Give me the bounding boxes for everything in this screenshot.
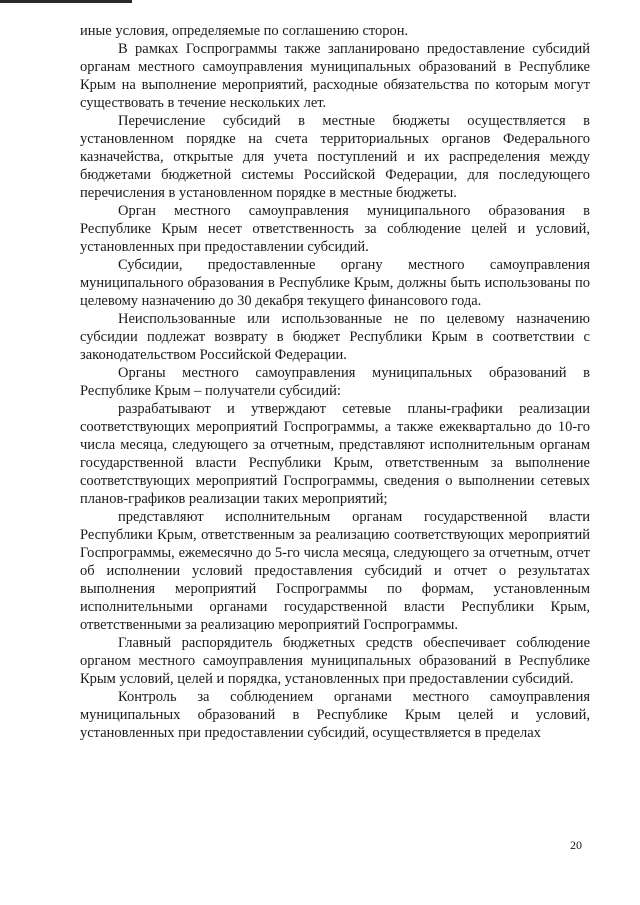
paragraph-usage-deadline: Субсидии, предоставленные органу местного самоуправления муниципального образования в Республике Крым, должны быть использованы по целевому назначению до 30 декабря текущего финансового года. xyxy=(80,257,590,309)
paragraph-chief-manager: Главный распорядитель бюджетных средств обеспечивает соблюдение органом местного самоуправления муниципальных образований в Республике Крым условий, целей и порядка, установленных при предоставлении субсидий. xyxy=(80,635,590,687)
list-item-monthly-reports: представляют исполнительным органам государственной власти Республики Крым, ответственным за реализацию соответствующих мероприятий Госпрограммы, ежемесячно до 5-го числа месяца, следующего за отчетным, отчет об исполнении условий предоставления субсидий и отчет о результатах выполнения мероприятий Госпрограммы по формам, установленным исполнительными органами государственной власти Республики Крым, ответственными за реализацию мероприятий Госпрограммы. xyxy=(80,509,590,633)
list-item-network-plans: разрабатывают и утверждают сетевые планы-графики реализации соответствующих мероприятий Госпрограммы, а также ежеквартально до 10-го числа месяца, следующего за отчетным, представляют исполнительным органам государственной власти Республики Крым, ответственным за выполнение соответствующих мероприятий Госпрограммы, сведения о выполнении сетевых планов-графиков реализации таких мероприятий; xyxy=(80,401,590,507)
page-number: 20 xyxy=(570,838,582,852)
scan-edge-mark xyxy=(0,0,132,3)
paragraph-subsidies-plan: В рамках Госпрограммы также запланировано предоставление субсидий органам местного самоуправления муниципальных образований в Республике Крым на выполнение мероприятий, расходные обязательства по которым могут существовать в течение нескольких лет. xyxy=(80,41,590,111)
paragraph-responsibility: Орган местного самоуправления муниципального образования в Республике Крым несет ответственность за соблюдение целей и условий, установленных при предоставлении субсидий. xyxy=(80,203,590,255)
document-body xyxy=(80,22,590,742)
paragraph-recipients-intro: Органы местного самоуправления муниципальных образований в Республике Крым – получатели субсидий: xyxy=(80,365,590,399)
paragraph-continuation: иные условия, определяемые по соглашению сторон. xyxy=(80,23,409,39)
paragraph-return-unused: Неиспользованные или использованные не по целевому назначению субсидии подлежат возврату в бюджет Республики Крым в соответствии с законодательством Российской Федерации. xyxy=(80,311,590,363)
paragraph-control: Контроль за соблюдением органами местного самоуправления муниципальных образований в Республике Крым целей и условий, установленных при предоставлении субсидий, осуществляется в пределах xyxy=(80,689,590,741)
paragraph-transfer-procedure: Перечисление субсидий в местные бюджеты осуществляется в установленном порядке на счета территориальных органов Федерального казначейства, открытые для учета поступлений и их распределения между бюджетами бюджетной системы Российской Федерации, для последующего перечисления в установленном порядке в местные бюджеты. xyxy=(80,113,590,201)
